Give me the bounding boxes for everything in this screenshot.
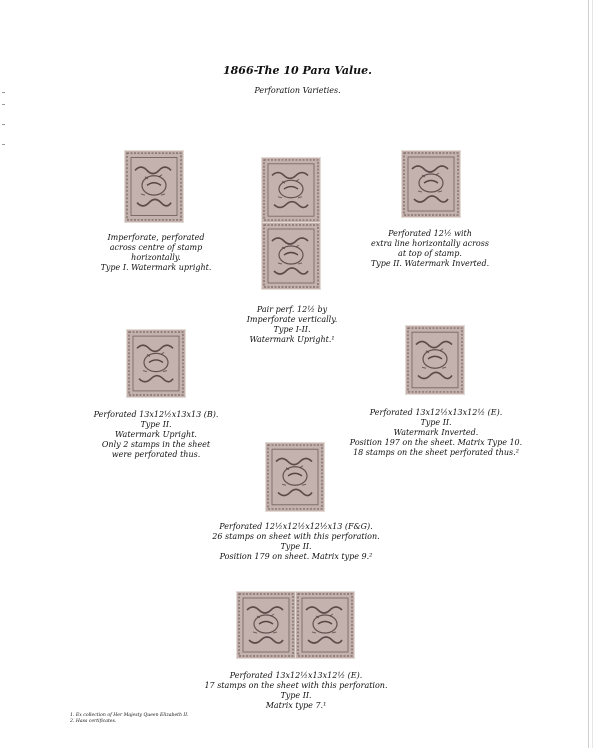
caption-line: Type II.	[280, 691, 312, 700]
caption-line: 18 stamps on the sheet perforated thus.²	[353, 448, 519, 457]
caption-line: Type II. Watermark Inverted.	[370, 259, 490, 268]
stamp-image	[402, 151, 460, 217]
stamp-image	[296, 592, 354, 658]
stamp-caption	[196, 522, 396, 562]
footnotes	[70, 713, 189, 725]
scan-speck	[2, 104, 5, 105]
stamp-caption	[232, 305, 352, 345]
stamp-image	[125, 151, 183, 222]
caption-line: Type II.	[420, 418, 452, 427]
page-edge	[588, 0, 589, 748]
page-edge-outer	[592, 0, 593, 748]
caption-line: across centre of stamp	[109, 243, 203, 252]
stamp-image	[262, 223, 320, 289]
caption-line: Imperforate, perforated	[107, 233, 205, 242]
caption-line: horizontally.	[131, 253, 181, 262]
caption-line: Perforated 12½ with	[388, 229, 472, 238]
footnote: 2. Hass certificates.	[70, 719, 117, 724]
caption-line: extra line horizontally across	[371, 239, 489, 248]
caption-line: Type II.	[140, 420, 172, 429]
caption-line: Perforated 13x12½x13x12½ (E).	[229, 671, 363, 680]
caption-line: Perforated 13x12½x13x12½ (E).	[369, 408, 503, 417]
caption-line: Pair perf. 12½ by	[256, 305, 328, 314]
stamp-image	[406, 326, 464, 394]
scan-speck	[2, 124, 5, 125]
stamp-image	[266, 443, 324, 511]
caption-line: Matrix type 7.¹	[265, 701, 327, 710]
stamp-image	[127, 330, 185, 397]
caption-line: Watermark Inverted.	[393, 428, 479, 437]
caption-line: Position 179 on sheet. Matrix type 9.²	[219, 552, 373, 561]
caption-line: Position 197 on the sheet. Matrix Type 10.	[349, 438, 523, 447]
stamp-caption	[96, 233, 216, 273]
stamp-caption	[86, 410, 226, 460]
caption-line: were perforated thus.	[111, 450, 201, 459]
stamp-caption	[334, 408, 538, 458]
stamp-image	[262, 158, 320, 222]
caption-line: Type I-II.	[273, 325, 311, 334]
stamp-caption	[196, 671, 396, 711]
caption-line: Type II.	[280, 542, 312, 551]
scan-speck	[2, 144, 5, 145]
footnote: 1. Ex collection of Her Majesty Queen Elizabeth II.	[70, 713, 189, 718]
caption-line: Watermark Upright.¹	[249, 335, 335, 344]
stamp-image	[237, 592, 295, 658]
caption-line: Perforated 13x12½x13x13 (B).	[93, 410, 219, 419]
page-subtitle: Perforation Varieties.	[254, 86, 341, 95]
caption-line: Only 2 stamps in the sheet	[101, 440, 211, 449]
caption-line: Watermark Upright.	[115, 430, 197, 439]
caption-line: Imperforate vertically.	[246, 315, 338, 324]
caption-line: Type I. Watermark upright.	[100, 263, 212, 272]
caption-line: 26 stamps on sheet with this perforation.	[212, 532, 380, 541]
stamp-caption	[355, 229, 505, 269]
caption-line: Perforated 12½x12½x12½x13 (F&G).	[219, 522, 373, 531]
caption-line: at top of stamp.	[398, 249, 462, 258]
page-title: 1866-The 10 Para Value.	[222, 64, 373, 77]
caption-line: 17 stamps on the sheet with this perforation.	[204, 681, 388, 690]
